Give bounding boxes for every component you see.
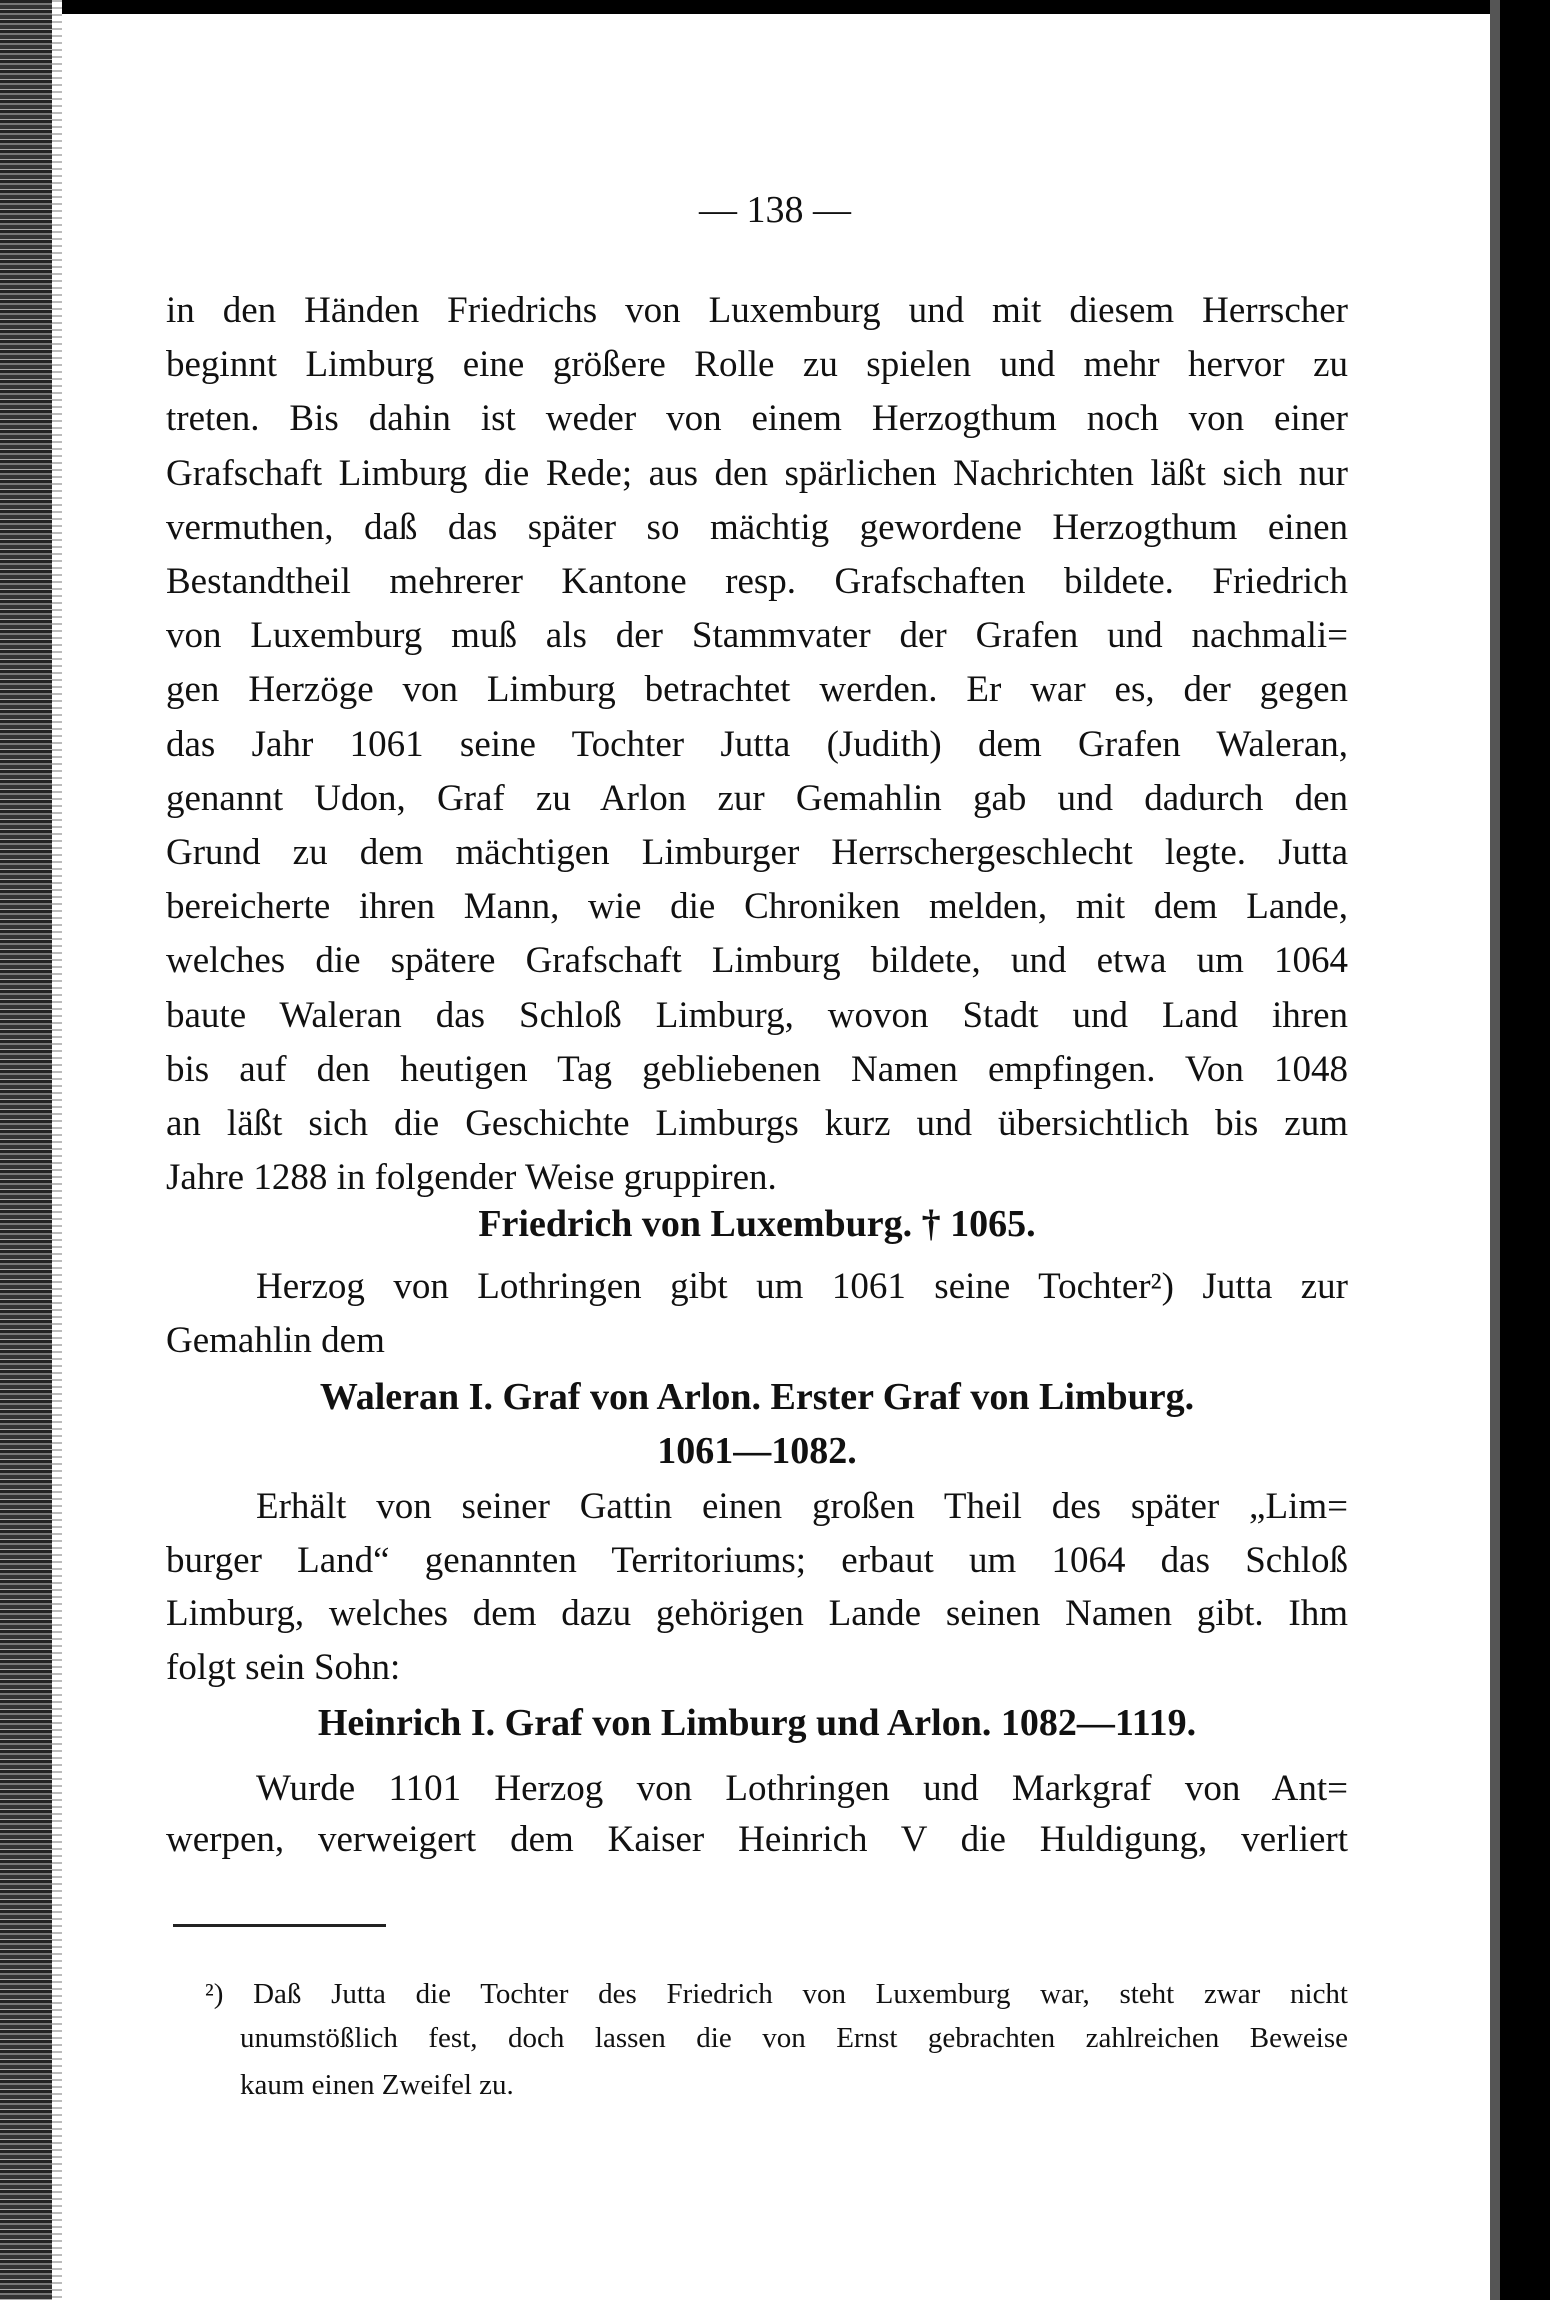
scan-top-border (0, 0, 1550, 14)
section-heading-friedrich: Friedrich von Luxemburg. † 1065. (478, 1203, 1036, 1245)
scan-right-shadow (1490, 0, 1500, 2300)
footnote-line: kaum einen Zweifel zu. (240, 2069, 514, 2101)
text-line: treten. Bis dahin ist weder von einem Herzogthum noch von einer (166, 398, 1348, 440)
text-line: Limburg, welches dem dazu gehörigen Lande seinen Namen gibt. Ihm (166, 1593, 1348, 1634)
text-line: Jahre 1288 in folgender Weise gruppiren. (166, 1157, 777, 1199)
text-line: Gemahlin dem (166, 1320, 385, 1361)
text-line: folgt sein Sohn: (166, 1647, 401, 1688)
text-line: Herzog von Lothringen gibt um 1061 seine Tochter²) Jutta zur (256, 1266, 1348, 1307)
text-line: Erhält von seiner Gattin einen großen Theil des später „Lim= (256, 1486, 1348, 1527)
text-line: welches die spätere Grafschaft Limburg bildete, und etwa um 1064 (166, 940, 1348, 982)
text-line: in den Händen Friedrichs von Luxemburg und mit diesem Herrscher (166, 290, 1348, 331)
text-line: von Luxemburg muß als der Stammvater der Grafen und nachmali= (166, 615, 1348, 657)
section-heading-heinrich: Heinrich I. Graf von Limburg und Arlon. 1082—1119. (317, 1702, 1197, 1744)
footnote-line: unumstößlich fest, doch lassen die von Ernst gebrachten zahlreichen Beweise (240, 2022, 1348, 2054)
text-line: Grund zu dem mächtigen Limburger Herrschergeschlecht legte. Jutta (166, 832, 1348, 873)
text-line: bereicherte ihren Mann, wie die Chroniken melden, mit dem Lande, (166, 886, 1348, 928)
section-heading-waleran: Waleran I. Graf von Arlon. Erster Graf von Limburg. (319, 1376, 1195, 1418)
text-line: vermuthen, daß das später so mächtig gewordene Herzogthum einen (166, 506, 1348, 548)
section-heading-waleran-years: 1061—1082. (657, 1430, 857, 1472)
text-line: das Jahr 1061 seine Tochter Jutta (Judith) dem Grafen Waleran, (166, 723, 1348, 765)
scan-left-border-noise (52, 0, 62, 2300)
footnote-rule (173, 1924, 386, 1927)
text-line: burger Land“ genannten Territoriums; erbaut um 1064 das Schloß (166, 1540, 1348, 1581)
text-line: baute Waleran das Schloß Limburg, wovon Stadt und Land ihren (166, 994, 1348, 1036)
scan-left-border (0, 0, 52, 2300)
text-line: genannt Udon, Graf zu Arlon zur Gemahlin gab und dadurch den (166, 777, 1348, 819)
footnote-line: ²) Daß Jutta die Tochter des Friedrich von Luxemburg war, steht zwar nicht (205, 1978, 1348, 2010)
text-line: werpen, verweigert dem Kaiser Heinrich V die Huldigung, verliert (166, 1819, 1348, 1860)
text-line: gen Herzöge von Limburg betrachtet werden. Er war es, der gegen (166, 669, 1348, 711)
text-line: Bestandtheil mehrerer Kantone resp. Grafschaften bildete. Friedrich (166, 561, 1348, 602)
text-line: bis auf den heutigen Tag gebliebenen Namen empfingen. Von 1048 (166, 1048, 1348, 1090)
page-number: — 138 — (699, 189, 851, 231)
text-line: an läßt sich die Geschichte Limburgs kurz und übersichtlich bis zum (166, 1103, 1348, 1144)
text-line: beginnt Limburg eine größere Rolle zu spielen und mehr hervor zu (166, 344, 1348, 386)
scan-right-border (1500, 0, 1550, 2300)
text-line: Grafschaft Limburg die Rede; aus den spärlichen Nachrichten läßt sich nur (166, 452, 1348, 494)
text-line: Wurde 1101 Herzog von Lothringen und Markgraf von Ant= (256, 1768, 1348, 1809)
